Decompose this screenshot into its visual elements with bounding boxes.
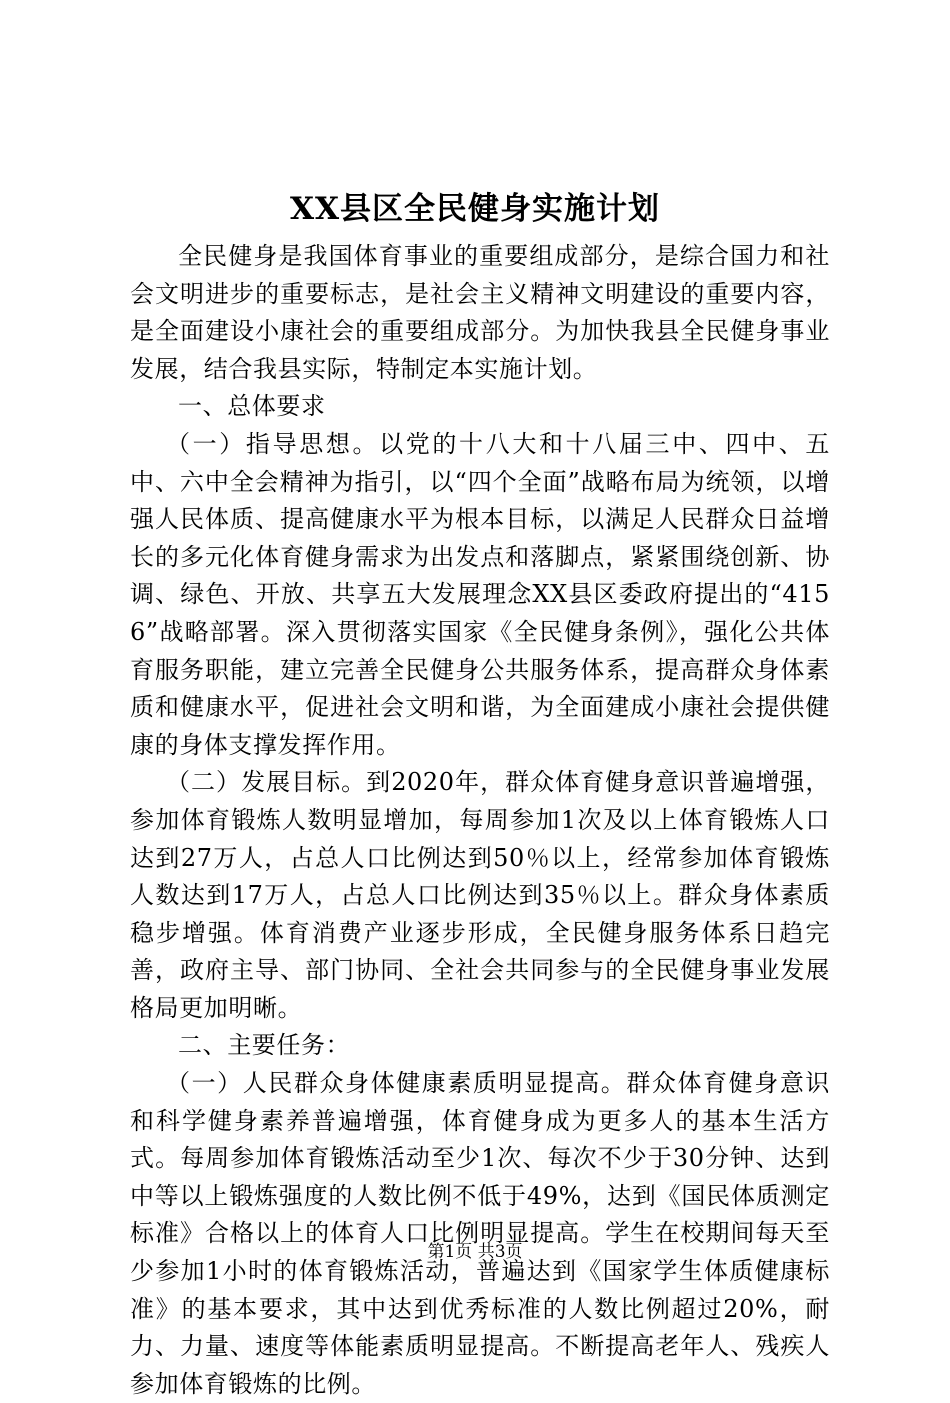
section-heading-general-requirements: 一、总体要求 — [178, 392, 326, 421]
document-body — [130, 238, 830, 1403]
document-title: XX县区全民健身实施计划 — [289, 191, 661, 227]
page-number-footer: 第1页 共3页 — [427, 1242, 523, 1262]
section-heading-main-tasks: 二、主要任务： — [178, 1031, 351, 1060]
guiding-ideology-paragraph: （一）指导思想。以党的十八大和十八届三中、四中、五中、六中全会精神为指引，以“四个全面”战略布局为统领，以增强人民体质、提高健康水平为根本目标，以满足人民群众日益增长的多元化体育健身需求为出发点和落脚点，紧紧围绕创新、协调、绿色、开放、共享五大发展理念XX县区委政府提出的“4156”战略部署。深入贯彻落实国家《全民健身条例》，强化公共体育服务职能，建立完善全民健身公共服务体系，提高群众身体素质和健康水平，促进社会文明和谐，为全面建成小康社会提供健康的身体支撑发挥作用。 — [130, 429, 830, 759]
development-goals-paragraph: （二）发展目标。到2020年，群众体育健身意识普遍增强，参加体育锻炼人数明显增加，每周参加1次及以上体育锻炼人口达到27万人，占总人口比例达到50％以上，经常参加体育锻炼人数达到17万人，占总人口比例达到35％以上。群众身体素质稳步增强。体育消费产业逐步形成，全民健身服务体系日趋完善，政府主导、部门协同、全社会共同参与的全民健身事业发展格局更加明晰。 — [130, 768, 830, 1022]
intro-paragraph: 全民健身是我国体育事业的重要组成部分，是综合国力和社会文明进步的重要标志，是社会主义精神文明建设的重要内容，是全面建设小康社会的重要组成部分。为加快我县全民健身事业发展，结合我县实际，特制定本实施计划。 — [130, 242, 830, 383]
fitness-quality-paragraph: （一）人民群众身体健康素质明显提高。群众体育健身意识和科学健身素养普遍增强，体育健身成为更多人的基本生活方式。每周参加体育锻炼活动至少1次、每次不少于30分钟、达到中等以上锻炼强度的人数比例不低于49%，达到《国民体质测定标准》合格以上的体育人口比例明显提高。学生在校期间每天至少参加1小时的体育锻炼活动，普遍达到《国家学生体质健康标准》的基本要求，其中达到优秀标准的人数比例超过20%，耐力、力量、速度等体能素质明显提高。不断提高老年人、残疾人参加体育锻炼的比例。 — [130, 1069, 830, 1398]
